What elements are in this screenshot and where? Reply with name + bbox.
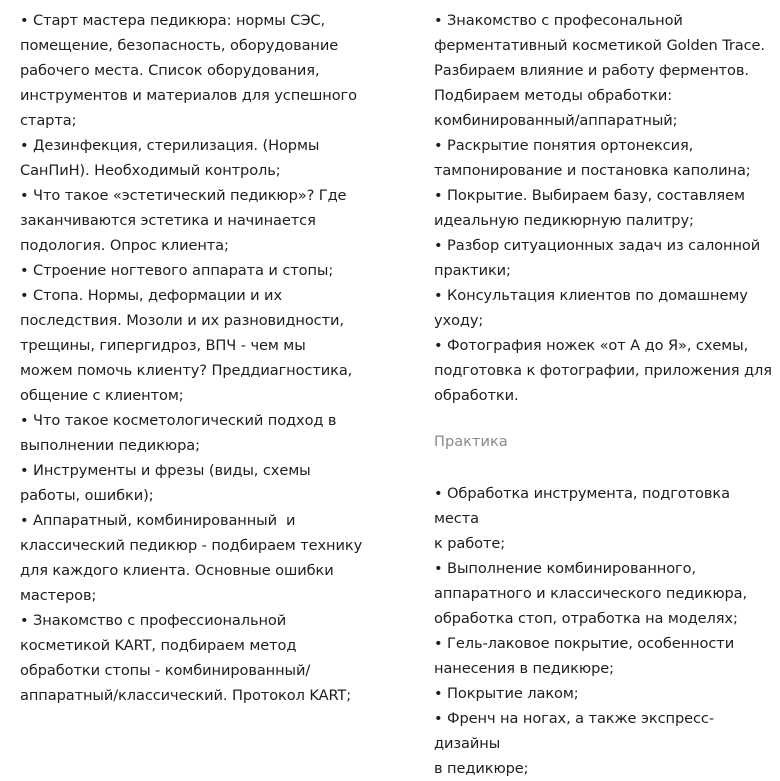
- practice-list: • Обработка инструмента, подготовка места к работе; • Выполнение комбинированного, аппаратного и классического педикюра, обработка стоп, отработка на моделях; • Гель-лаковое покрытие, особенности нанесения в педикюре; • Покрытие лаком; • Френч на ногах, а также экспресс-дизайны в педикюре;: [434, 485, 748, 777]
- left-column: [20, 8, 380, 708]
- theory-list-part-1: • Старт мастера педикюра: нормы СЭС, помещение, безопасность, оборудование рабочего места. Список оборудования, инструментов и материалов для успешного старта; • Дезинфекция, стерилизация. (Нормы СанПиН). Необходимый контроль; • Что такое «эстетический педикюр»? Где заканчиваются эстетика и начинается подология. Опрос клиента; • Строение ногтевого аппарата и стопы; • Стопа. Нормы, деформации и их последствия. Мозоли и их разновидности, трещины, гипергидроз, ВПЧ - чем мы можем помочь клиенту? Преддиагностика, общение с клиентом; • Что такое косметологический подход в выполнении педикюра; • Инструменты и фрезы (виды, схемы работы, ошибки); • Аппаратный, комбинированный и классический педикюр - подбираем технику для каждого клиента. Основные ошибки мастеров; • Знакомство с профессиональной косметикой KART, подбираем метод обработки стопы - комбинированный/ аппаратный/классический. Протокол KART;: [20, 12, 363, 704]
- right-column: [434, 8, 778, 781]
- theory-list-part-2: • Знакомство с професональной ферментативный косметикой Golden Trace. Разбираем влияние и работу ферментов. Подбираем методы обработки: комбинированный/аппаратный; • Раскрытие понятия ортонексия, тампонирование и постановка каполина; • Покрытие. Выбираем базу, составляем идеальную педикюрную палитру; • Разбор ситуационных задач из салонной практики; • Консультация клиентов по домашнему уходу; • Фотография ножек «от А до Я», схемы, подготовка к фотографии, приложения для обработки.: [434, 12, 772, 404]
- practice-section-heading: Практика: [434, 433, 508, 450]
